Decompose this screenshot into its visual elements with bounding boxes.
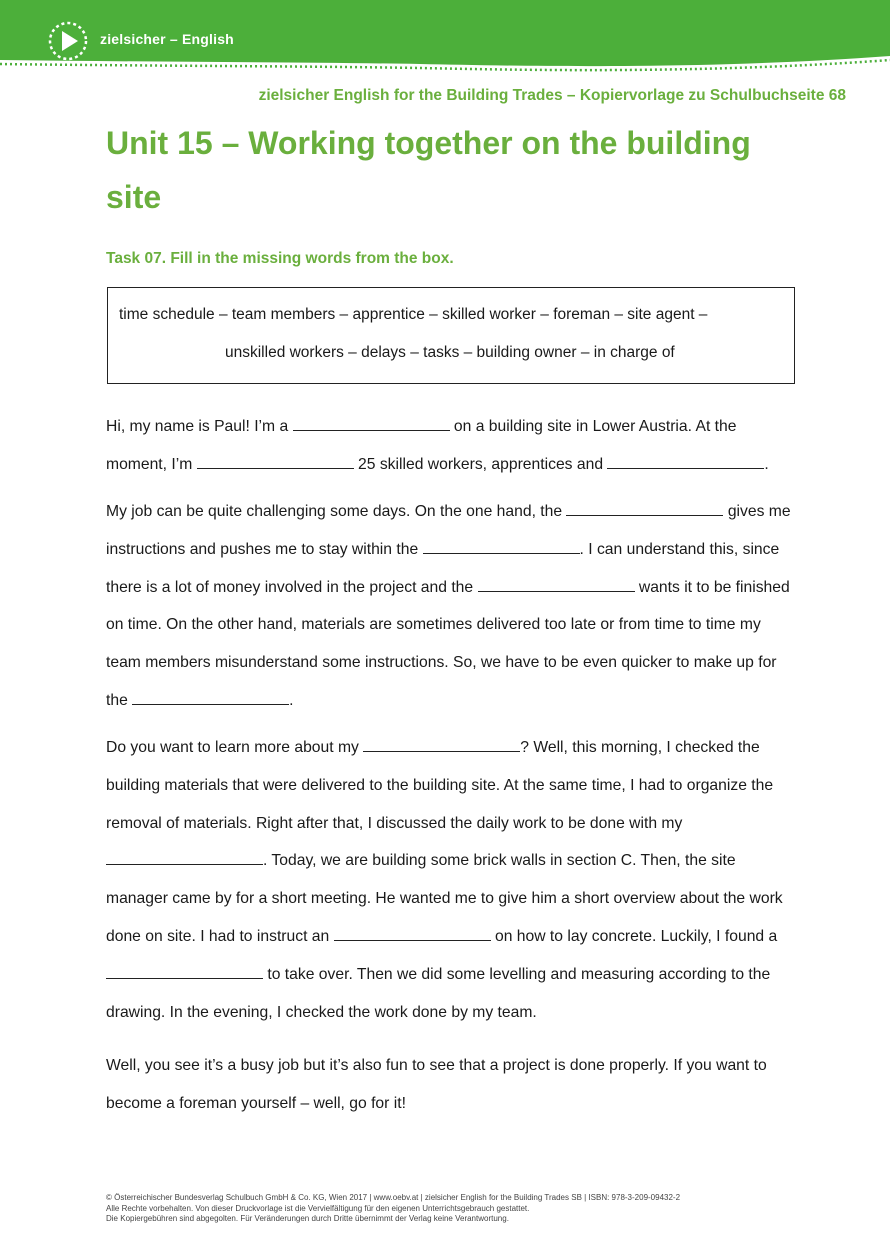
paragraph-text: . I can understand this, since there is a lot of money involved in the project and the <box>106 540 780 596</box>
play-logo-icon <box>47 20 89 62</box>
blank-3[interactable] <box>607 454 764 469</box>
paragraph-text: on a building site in Lower Austria. At the moment, I’m <box>106 418 737 473</box>
footer-line-1: © Österreichischer Bundesverlag Schulbuch GmbH & Co. KG, Wien 2017 | www.oebv.at | zielsicher English for the Building Trades SB | ISBN: 978-3-209-09432-2 <box>106 1193 681 1202</box>
paragraph-3 <box>106 729 796 1031</box>
blank-6[interactable] <box>478 577 635 592</box>
blank-7[interactable] <box>132 690 289 705</box>
footer-line-3: Die Kopiergebühren sind abgegolten. Für Veränderungen durch Dritte übernimmt der Verlag keine Verantwortung. <box>106 1214 509 1223</box>
paragraph-text: Hi, my name is Paul! I’m a <box>106 418 293 435</box>
paragraph-text: ? Well, this morning, I checked the building materials that were delivered to the building site. At the same time, I had to organize the removal of materials. Right after that, I discussed the daily work to be done with my <box>106 739 774 832</box>
blank-11[interactable] <box>106 964 263 979</box>
word-box-line-1: time schedule – team members – apprentice – skilled worker – foreman – site agent – <box>119 306 708 323</box>
blank-1[interactable] <box>293 416 450 431</box>
paragraph-text: Do you want to learn more about my <box>106 739 364 756</box>
page-title: Unit 15 – Working together on the building site <box>106 125 751 215</box>
paragraph-1 <box>106 408 796 484</box>
blank-4[interactable] <box>566 501 723 516</box>
copyright-footer <box>106 1193 806 1225</box>
blank-8[interactable] <box>363 737 520 752</box>
word-box-line-2: unskilled workers – delays – tasks – building owner – in charge of <box>225 344 675 361</box>
paragraph-text: . <box>289 691 294 709</box>
paragraph-text: to take over. Then we did some levelling and measuring according to the drawing. In the evening, I checked the work done by my team. <box>106 965 771 1021</box>
blank-2[interactable] <box>197 454 354 469</box>
task-instruction: Task 07. Fill in the missing words from the box. <box>106 250 454 267</box>
paragraph-text: gives me instructions and pushes me to stay within the <box>106 503 791 558</box>
word-box <box>107 287 795 384</box>
page-subheader: zielsicher English for the Building Trades – Kopiervorlage zu Schulbuchseite 68 <box>258 87 846 104</box>
brand-name: zielsicher – English <box>100 31 234 47</box>
blank-5[interactable] <box>423 539 580 554</box>
paragraph-text: wants it to be finished on time. On the other hand, materials are sometimes delivered too late or from time to time my team members misunderstand some instructions. So, we have to be even quicker to make up for the <box>106 578 790 709</box>
paragraph-text: . Today, we are building some brick walls in section C. Then, the site manager came by for a short meeting. He wanted me to give him a short overview about the work done on site. I had to instruct an <box>106 852 783 945</box>
paragraph-text: on how to lay concrete. Luckily, I found a <box>490 927 778 945</box>
blank-10[interactable] <box>334 926 491 941</box>
paragraph-4: Well, you see it’s a busy job but it’s also fun to see that a project is done properly. If you want to become a foreman yourself – well, go for it! <box>106 1057 767 1112</box>
paragraph-2 <box>106 493 796 720</box>
footer-line-2: Alle Rechte vorbehalten. Von dieser Druckvorlage ist die Vervielfältigung für den eigenen Unterrichtsgebrauch gestattet. <box>106 1203 530 1213</box>
paragraph-text: . <box>764 455 769 473</box>
paragraph-text: 25 skilled workers, apprentices and <box>353 455 608 473</box>
blank-9[interactable] <box>106 850 263 865</box>
paragraph-text: My job can be quite challenging some days. On the one hand, the <box>106 503 567 520</box>
